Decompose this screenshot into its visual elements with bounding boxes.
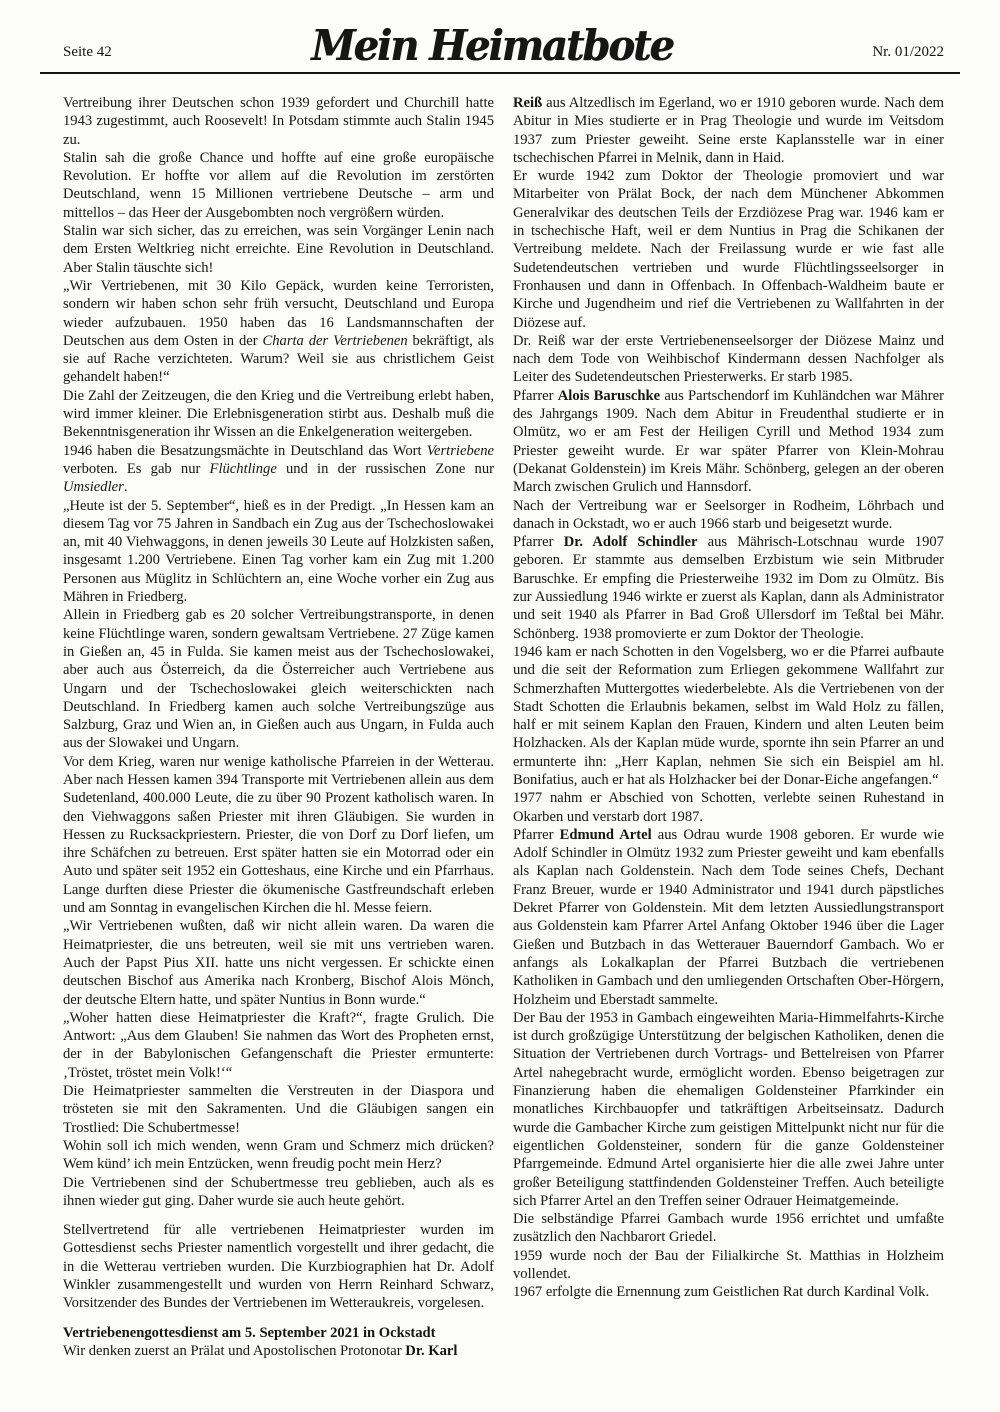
text-run: Pfarrer xyxy=(513,826,560,843)
paragraph xyxy=(513,533,944,643)
text-run: Reiß xyxy=(513,95,543,111)
paragraph xyxy=(63,606,494,752)
paragraph xyxy=(513,826,944,1009)
text-run: Charta der Vertriebenen xyxy=(262,332,408,349)
paragraph xyxy=(513,1247,944,1284)
paragraph xyxy=(63,222,494,277)
text-run: aus Odrau wurde 1908 geboren. Er wurde wie Adolf Schindler in Olmütz 1932 zum Priester geweiht und kam ebenfalls als Kaplan nach Goldenstein. Nach dem Tode seines Chefs, Dechant Franz Breuer, wurde er 1940 Administrator und 1941 durch päpstliches Dekret Pfarrer von Goldenstein. Mit dem letzten Aussiedlungstransport aus Goldenstein kam Pfarrer Artel Anfang Oktober 1946 über die Lager Gießen und Butzbach in das Wetterauer Bauerndorf Gambach. Wo er anfangs als Lokalkaplan der Pfarrei Butzbach die vertriebenen Katholiken in Gambach und den umliegenden Ortschaften Ober-Hörgern, Holzheim und Eberstadt sammelte. xyxy=(513,826,944,1008)
text-run: Stellvertretend für alle vertriebenen Heimatpriester wurden im Gottesdienst sechs Priester namentlich vorgestellt und ihrer gedacht, die in die Wetterau vertrieben wurden. Die Kurzbiographien hat Dr. Adolf Winkler zusammengestellt und wurden von Herrn Reinhard Schwarz, Vorsitzender des Bundes der Vertriebenen im Wetteraukreis, vorgelesen. xyxy=(63,1222,494,1312)
text-run: verboten. Es gab nur xyxy=(63,460,210,477)
text-run: aus Altzedlisch im Egerland, wo er 1910 geboren wurde. Nach dem Abitur in Mies studierte er in Prag Theologie und wurde im Veitsdom 1937 zum Priester geweiht. Seine erste Kaplansstelle war in einer tschechischen Pfarrei in Melnik, dann in Haid. xyxy=(513,95,944,166)
paragraph xyxy=(63,753,494,918)
text-run: Der Bau der 1953 in Gambach eingeweihten Maria-Himmelfahrts-Kirche ist durch großzügige Unterstützung der belgischen Katholiken, denen die Situation der Vertriebenen durch Vortrags- und Bettelreisen von Pfarrer Artel nahegebracht wurde, ermöglicht worden. Ebenso beigetragen zur Finanzierung haben die ehemaligen Goldensteiner Pfarrkinder ein monatliches Kirchbauopfer und tatkräftigen Arbeitseinsatz. Dadurch wurde die Gambacher Kirche zum geistigen Mittelpunkt nicht nur für die eigentlichen Goldensteiner, sondern für die ganze Goldensteiner Pfarrgemeinde. Edmund Artel organisierte hier die alle zwei Jahre unter großer Beteiligung stattfindenden Goldensteiner Treffen. Auch beteiligte sich Pfarrer Artel an den Treffen seiner Odrauer Heimatgemeinde. xyxy=(513,1009,944,1209)
paragraph xyxy=(513,789,944,826)
text-run: Die Zahl der Zeitzeugen, die den Krieg und die Vertreibung erlebt haben, wird immer kleiner. Die Erlebnisgeneration stirbt aus. Deshalb muß die Bekenntnisgeneration ihr Wissen an die Enkelgeneration weitergeben. xyxy=(63,387,494,441)
text-run: Wohin soll ich mich wenden, wenn Gram und Schmerz mich drücken? Wem künd’ ich mein Entzücken, wenn freudig pocht mein Herz? xyxy=(63,1137,494,1173)
paragraph xyxy=(63,277,494,387)
paragraph xyxy=(63,917,494,1008)
masthead-logo: Mein Heimatbote xyxy=(311,20,673,71)
text-run: Die Heimatpriester sammelten die Verstreuten in der Diaspora und trösteten sie mit den Sakramenten. Und die Gläubigen sangen ein Trostlied: Die Schubertmesse! xyxy=(63,1083,494,1136)
text-run: 1967 erfolgte die Ernennung zum Geistlichen Rat durch Kardinal Volk. xyxy=(513,1284,930,1301)
text-run: 1959 wurde noch der Bau der Filialkirche St. Matthias in Holzheim vollendet. xyxy=(513,1247,944,1282)
issue-number-label: Nr. 01/2022 xyxy=(872,44,944,60)
text-run: Alois Baruschke xyxy=(557,387,661,404)
paragraph xyxy=(63,1174,494,1211)
text-run: bekräftigt, als sie auf Rache verzichteten. Warum? Weil sie aus christlichem Geist gehandelt haben!“ xyxy=(63,332,494,386)
text-run: Vertreibung ihrer Deutschen schon 1939 gefordert und Churchill hatte 1943 zugestimmt, auch Roosevelt! In Potsdam stimmte auch Stalin 1945 zu. xyxy=(63,95,494,148)
paragraph xyxy=(63,497,494,607)
page-number-label: Seite 42 xyxy=(63,44,112,60)
paragraph xyxy=(63,149,494,222)
paragraph xyxy=(63,387,494,442)
text-run: Die Vertriebenen sind der Schubertmesse treu geblieben, auch als es ihnen wieder gut ging. Daher wurde sie auch heute gehört. xyxy=(63,1174,494,1209)
left-column xyxy=(63,94,494,1360)
text-run: Vertriebenengottesdienst am 5. September 2021 in Ockstadt xyxy=(63,1324,436,1341)
text-run: Dr. Reiß war der erste Vertriebenenseelsorger der Diözese Mainz und nach dem Tode von Weihbischof Kindermann dessen Nachfolger als Leiter des Sudetendeutschen Priesterwerks. Er starb 1985. xyxy=(513,332,944,386)
text-run: Stalin sah die große Chance und hoffte auf eine große europäische Revolution. Er hoffte vor allem auf die Revolution im zerstörten Deutschland, wenn 15 Millionen vertriebene Deutsche – arm und mittellos – das Heer der Ausgebombten noch vergrößern würden. xyxy=(63,149,494,221)
text-run: Wir denken zuerst an Prälat und Apostolischen Protonotar xyxy=(63,1342,406,1359)
text-run: Dr. Adolf Schindler xyxy=(563,534,698,551)
paragraph xyxy=(63,1342,494,1360)
right-column xyxy=(513,94,944,1360)
text-run: „Wir Vertriebenen wußten, daß wir nicht allein waren. Da waren die Heimatpriester, die uns betreuten, weil sie mit uns vertrieben waren. Auch der Papst Pius XII. hatte uns nicht vergessen. Er schickte einen deutschen Bischof aus Amerika nach Kronberg, Bischof Alois Mönch, der deutsche Eltern hatte, und später Nuntius in Bonn wurde.“ xyxy=(63,918,494,1008)
paragraph xyxy=(63,1137,494,1174)
text-run: „Wir Vertriebenen, mit 30 Kilo Gepäck, wurden keine Terroristen, sondern wir haben schon sehr früh versucht, Deutschland und Europa wieder aufzubauen. 1950 haben das 16 Landsmannschaften der Deutschen aus dem Osten in der xyxy=(63,277,494,349)
text-run: Pfarrer xyxy=(513,387,558,404)
paragraph xyxy=(513,1283,944,1301)
paragraph xyxy=(513,1210,944,1247)
text-run: Stalin war sich sicher, das zu erreichen, was sein Vorgänger Lenin nach dem Ersten Weltkrieg nicht erreichte. Eine Revolution in Deutschland. Aber Stalin täuschte sich! xyxy=(63,223,494,276)
paragraph xyxy=(63,94,494,149)
paragraph xyxy=(63,442,494,497)
text-run: aus Mährisch-Lotschnau wurde 1907 geboren. Er stammte aus demselben Erzbistum wie sein Mitbruder Baruschke. Er empfing die Priesterweihe 1932 im Dom zu Olmütz. Bis zur Aussiedlung 1946 wirkte er zuerst als Kaplan, dann als Administrator und seit 1940 als Pfarrer in Bad Groß Ullersdorf im Teßtal bei Mähr. Schönberg. 1938 promovierte er zum Doktor der Theologie. xyxy=(513,534,944,642)
text-run: Pfarrer xyxy=(513,534,564,551)
text-run: „Heute ist der 5. September“, hieß es in der Predigt. „In Hessen kam an diesem Tag vor 75 Jahren in Sandbach ein Zug aus der Tschechoslowakei an, mit 40 Viehwaggons, in denen jeweils 30 Leute auf Holzkisten saßen, insgesamt 1.200 Vertriebene. Einen Tag vorher kam ein Zug mit 1.200 Personen aus Müglitz in Schlüchtern an, eine Woche vorher ein Zug aus Mähren in Friedberg. xyxy=(63,497,494,606)
text-run: „Woher hatten diese Heimatpriester die Kraft?“, fragte Grulich. Die Antwort: „Aus dem Glauben! Sie nahmen das Wort des Propheten ernst, der in der Babylonischen Gefangenschaft die Priester ermunterte: ‚Tröstet, tröstet mein Volk!‘“ xyxy=(63,1009,494,1081)
text-run: Er wurde 1942 zum Doktor der Theologie promoviert und war Mitarbeiter von Prälat Bock, der nach dem Münchener Abkommen Generalvikar des deutschen Teils der Erzdiözese Prag war. 1946 kam er in tschechische Haft, weil er dem Nuntius in Prag die Schikanen der Vertreibung meldete. Nach der Freilassung wurde er wie fast alle Sudetendeutschen vertrieben und wurde Flüchtlingsseelsorger in Fronhausen und dann in Offenbach. In Offenbach-Waldheim baute er Kirche und Jugendheim und rief die Vertriebenen zu Wallfahrten in der Diözese auf. xyxy=(513,168,944,331)
text-run: und in der russischen Zone nur xyxy=(276,460,494,477)
text-run: Edmund Artel xyxy=(559,826,652,843)
page-header xyxy=(40,0,960,74)
paragraph xyxy=(513,94,944,167)
paragraph xyxy=(513,1009,944,1210)
text-run: Dr. Karl xyxy=(405,1342,458,1359)
text-run: Vor dem Krieg, waren nur wenige katholische Pfarreien in der Wetterau. Aber nach Hessen kamen 394 Transporte mit Vertriebenen allein aus dem Sudetenland, 400.000 Leute, die zu über 90 Prozent katholisch waren. In den Viehwaggons saßen Priester mit ihren Gläubigen. Sie wurden in Hessen zu Rucksackpriestern. Priester, die von Dorf zu Dorf liefen, um ihre Schäfchen zu betreuen. Erst später hatten sie ein Motorrad oder ein Auto und später seit 1952 ein Gotteshaus, eine Kirche und ein Pfarrhaus. Lange durften diese Priester die ökumenische Gastfreundschaft erleben und am Sonntag in evangelischen Kirchen die hl. Messe feiern. xyxy=(63,753,494,917)
paragraph xyxy=(63,1009,494,1082)
text-run: Flüchtlinge xyxy=(209,460,277,477)
paragraph xyxy=(513,167,944,332)
text-run: Die selbständige Pfarrei Gambach wurde 1956 errichtet und umfaßte zusätzlich den Nachbarort Griedel. xyxy=(513,1211,944,1246)
paragraph xyxy=(63,1082,494,1137)
paragraph xyxy=(513,387,944,497)
text-run: Vertriebene xyxy=(426,442,494,459)
paragraph xyxy=(513,643,944,789)
text-run: Allein in Friedberg gab es 20 solcher Vertreibungstransporte, in denen keine Flüchtlinge waren, sondern gewaltsam Vertriebene. 27 Züge kamen in Gießen an, 45 in Fulda. Sie kamen meist aus der Tschechoslowakei, aber auch aus Österreich, da die Österreicher auch Vertriebene aus Ungarn und der Tschechoslowakei gleich weiterschickten nach Deutschland. In Friedberg kamen auch solche Vertreibungszüge aus Salzburg, Graz und Wien an, in Gießen auch aus Ungarn, in Fulda auch aus der Slowakei und Ungarn. xyxy=(63,607,494,752)
text-run: 1946 haben die Besatzungsmächte in Deutschland das Wort xyxy=(63,442,427,459)
text-run: aus Partschendorf im Kuhländchen war Mährer des Jahrgangs 1909. Nach dem Abitur in Freudenthal studierte er in Olmütz, wo er am Fest der Heiligen Cyrill und Method 1934 zum Priester geweiht wurde. Er war später Pfarrer von Klein-Mohrau (Dekanat Goldenstein) im Kreis Mähr. Schönberg, gelegen an der oberen March zwischen Grulich und Hannsdorf. xyxy=(513,387,944,496)
text-run: . xyxy=(123,479,128,496)
text-run: Nach der Vertreibung war er Seelsorger in Rodheim, Löhrbach und danach in Ockstadt, wo er auch 1966 starb und beigesetzt wurde. xyxy=(513,497,944,532)
text-run: Umsiedler xyxy=(63,479,124,496)
text-run: 1977 nahm er Abschied von Schotten, verlebte seinen Ruhestand in Okarben und verstarb dort 1987. xyxy=(513,790,944,825)
paragraph xyxy=(63,1221,494,1312)
text-run: 1946 kam er nach Schotten in den Vogelsberg, wo er die Pfarrei aufbaute und die seit der Reformation zum Erliegen gekommene Wallfahrt zur Schmerzhaften Muttergottes wiederbelebte. Als die Vertriebenen von der Stadt Schotten die Erlaubnis bekamen, selbst im Wald Holz zu fällen, half er mit seinem Kaplan den Frauen, Kindern und alten Leuten beim Holzhacken. Als der Kaplan müde wurde, spornte ihn sein Pfarrer an und ermunterte ihn: „Herr Kaplan, nehmen Sie sich ein Beispiel am hl. Bonifatius, auch er hat als Holzhacker bei der Donar-Eiche angefangen.“ xyxy=(513,643,944,788)
section-heading xyxy=(63,1324,494,1342)
article-body xyxy=(0,74,1000,1360)
paragraph xyxy=(513,332,944,387)
paragraph xyxy=(513,497,944,534)
